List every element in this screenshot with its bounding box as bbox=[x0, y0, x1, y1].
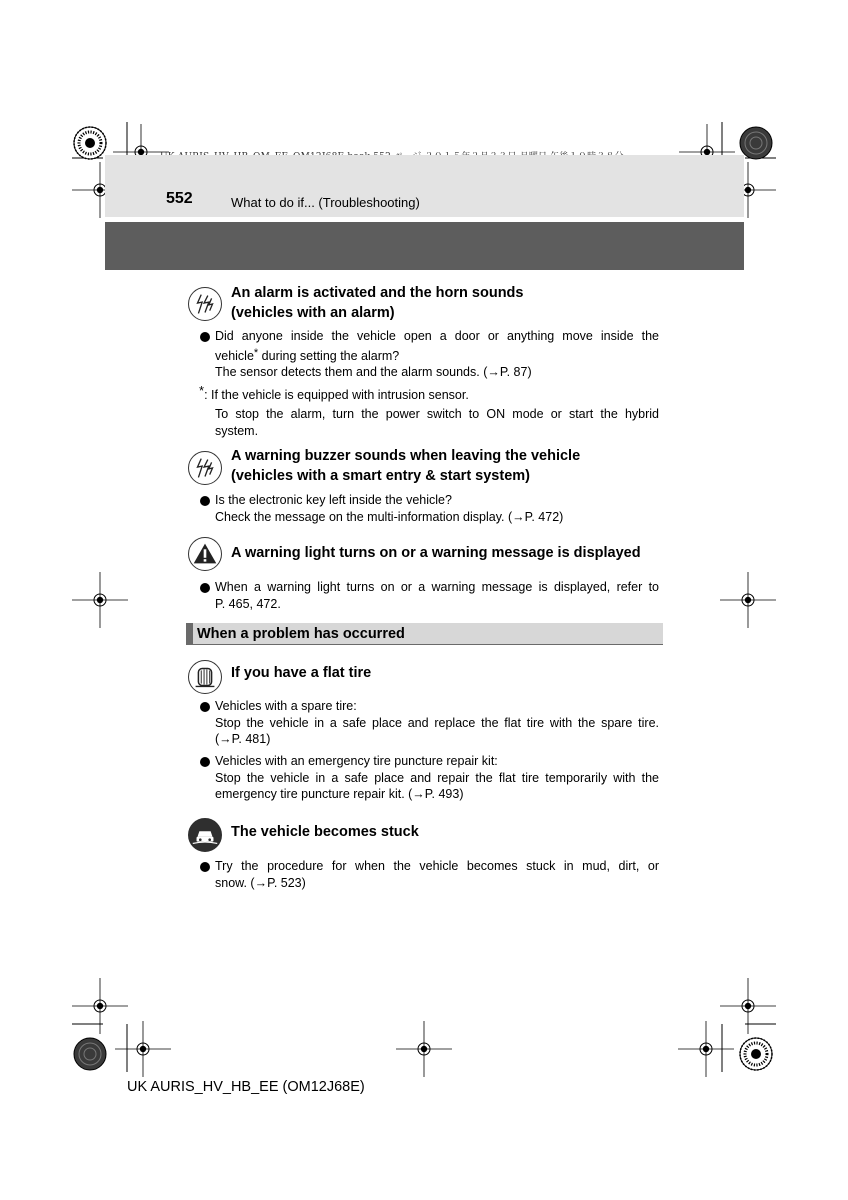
bullet-icon bbox=[200, 862, 210, 872]
footer-model-code: UK AURIS_HV_HB_EE (OM12J68E) bbox=[127, 1079, 365, 1095]
alarm-sound-icon bbox=[188, 287, 222, 321]
footnote: *: If the vehicle is equipped with intrusion sensor. bbox=[199, 383, 469, 402]
bullet-icon bbox=[200, 496, 210, 506]
page-number: 552 bbox=[166, 190, 193, 207]
bullet-text: Vehicles with a spare tire: Stop the vehicle in a safe place and replace the flat tire with the spare tire. (→P. 481) bbox=[215, 699, 659, 746]
topic-title: If you have a flat tire bbox=[231, 665, 372, 681]
bullet-icon bbox=[200, 332, 210, 342]
topic-title: A warning buzzer sounds when leaving the vehicle (vehicles with a smart entry & start system) bbox=[231, 448, 581, 484]
topic-title: The vehicle becomes stuck bbox=[231, 824, 419, 840]
section-heading: When a problem has occurred bbox=[197, 626, 405, 642]
topic-title: An alarm is activated and the horn sounds (vehicles with an alarm) bbox=[231, 285, 524, 321]
section-heading-accent bbox=[186, 623, 193, 645]
warning-triangle-icon bbox=[188, 537, 222, 571]
flat-tire-icon bbox=[188, 660, 222, 694]
note-text: To stop the alarm, turn the power switch to ON mode or start the hybrid system. bbox=[215, 407, 659, 438]
topic-title: A warning light turns on or a warning message is displayed bbox=[231, 545, 641, 561]
header-band bbox=[105, 155, 744, 217]
bullet-text: Vehicles with an emergency tire puncture repair kit: Stop the vehicle in a safe place and repair the flat tire temporarily with the emergency tire puncture repair kit. (→P. 493) bbox=[215, 754, 659, 801]
buzzer-sound-icon bbox=[188, 451, 222, 485]
section-title: What to do if... (Troubleshooting) bbox=[231, 195, 420, 210]
bullet-icon bbox=[200, 583, 210, 593]
vehicle-stuck-icon bbox=[188, 818, 222, 852]
bullet-text: When a warning light turns on or a warning message is displayed, refer to P. 465, 472. bbox=[215, 580, 659, 611]
bullet-text: Is the electronic key left inside the vehicle? Check the message on the multi-information display. (→P. 472) bbox=[215, 493, 564, 524]
bullet-text: Did anyone inside the vehicle open a door or anything move inside the vehicle* during setting the alarm? The sensor detects them and the alarm sounds. (→P. 87) bbox=[215, 329, 659, 379]
bullet-icon bbox=[200, 702, 210, 712]
bullet-icon bbox=[200, 757, 210, 767]
header-dark-band bbox=[105, 222, 744, 270]
bullet-text: Try the procedure for when the vehicle becomes stuck in mud, dirt, or snow. (→P. 523) bbox=[215, 859, 659, 890]
